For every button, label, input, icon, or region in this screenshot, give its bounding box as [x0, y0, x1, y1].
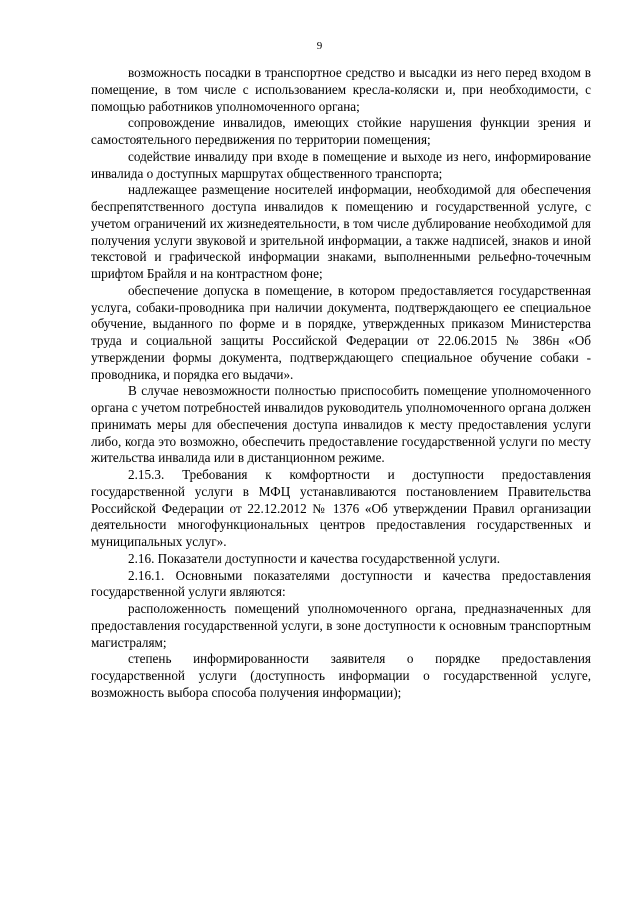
paragraph-information-placement: надлежащее размещение носителей информации, необходимой для обеспечения беспрепятственного доступа инвалидов к помещению и государственной услуге, с учетом ограничений их жизнедеятельности, в том числе дублирование необходимой для получения услуги звуковой и зрительной информации, а также надписей, знаков и иной текстовой и графической информации знаками, выполненными рельефно-точечным шрифтом Брайля и на контрастном фоне; [91, 182, 591, 281]
paragraph-impossibility-case: В случае невозможности полностью приспособить помещение уполномоченного органа с учетом потребностей инвалидов руководитель уполномоченного органа должен принимать меры для обеспечения доступа инвалидов к месту предоставления услуги либо, когда это возможно, обеспечить предоставление государственной услуги по месту жительства инвалида или в дистанционном режиме. [91, 383, 591, 466]
paragraph-location-accessibility: расположенность помещений уполномоченного органа, предназначенных для предоставления государственной услуги, в зоне доступности к основным транспортным магистралям; [91, 601, 591, 650]
page-number: 9 [316, 40, 323, 52]
paragraph-informedness: степень информированности заявителя о порядке предоставления государственной услуги (доступность информации о государственной услуге, возможность выбора способа получения информации); [91, 651, 591, 700]
paragraph-escort-disabled: сопровождение инвалидов, имеющих стойкие нарушения функции зрения и самостоятельного передвижения по территории помещения; [91, 115, 591, 147]
document-body [91, 65, 591, 702]
paragraph-entry-assistance: содействие инвалиду при входе в помещение и выходе из него, информирование инвалида о доступных маршрутах общественного транспорта; [91, 148, 591, 181]
paragraph-section-2-16-1: 2.16.1. Основными показателями доступности и качества предоставления государственной услуги являются: [91, 567, 591, 600]
paragraph-section-2-15-3: 2.15.3. Требования к комфортности и доступности предоставления государственной услуги в МФЦ устанавливаются постановлением Правительства Российской Федерации от 22.12.2012 № 1376 «Об утверждении Правил организации деятельности многофункциональных центров предоставления государственных и муниципальных услуг». [91, 467, 591, 549]
paragraph-guide-dog-access: обеспечение допуска в помещение, в котором предоставляется государственная услуга, собаки-проводника при наличии документа, подтверждающего ее специальное обучение, выданного по форме и в порядке, утвержденных приказом Министерства труда и социальной защиты Российской Федерации от 22.06.2015 № 386н «Об утверждении формы документа, подтверждающего специальное обучение собаки - проводника, и порядка его выдачи». [91, 282, 591, 382]
paragraph-section-2-16: 2.16. Показатели доступности и качества государственной услуги. [128, 550, 500, 566]
paragraph-boarding-assistance: возможность посадки в транспортное средство и высадки из него перед входом в помещение, в том числе с использованием кресла-коляски и, при необходимости, с помощью работников уполномоченного органа; [91, 65, 591, 114]
